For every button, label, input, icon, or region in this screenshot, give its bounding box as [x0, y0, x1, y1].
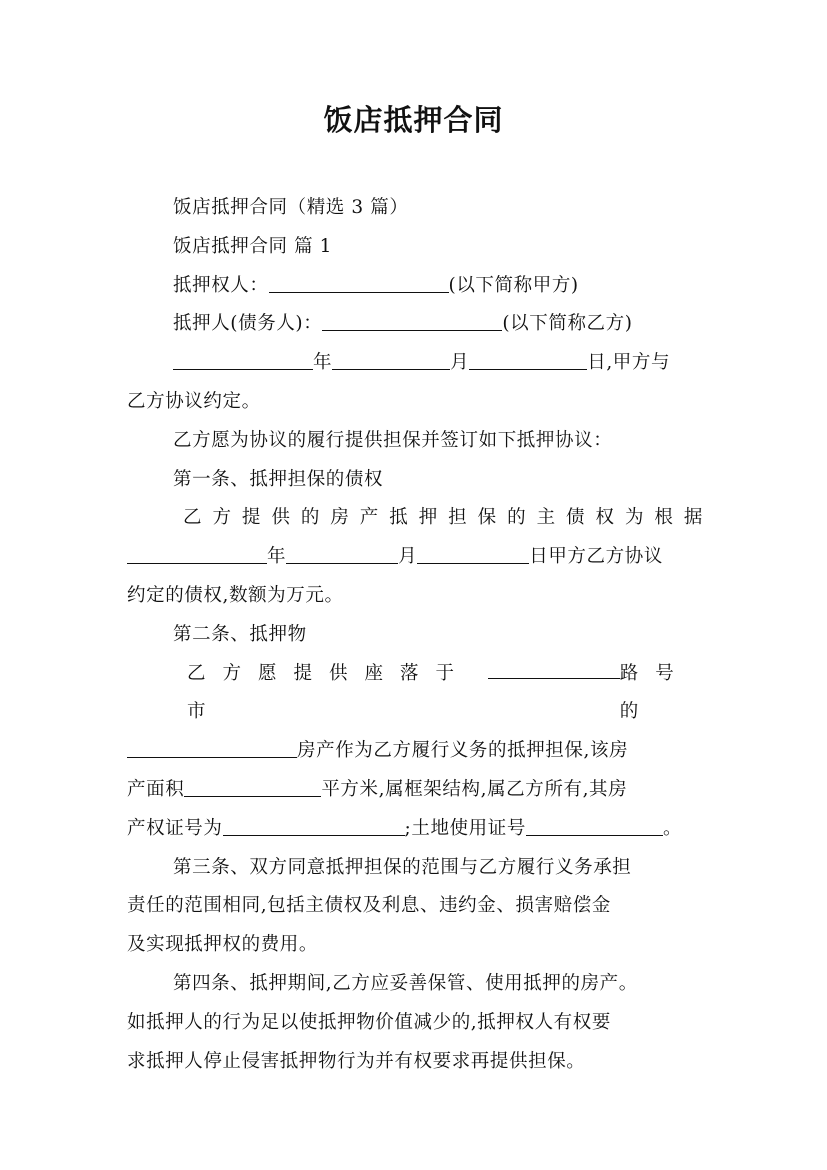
- document-body: [127, 189, 703, 1081]
- text-line: 约定的债权,数额为万元。: [127, 584, 344, 606]
- blank-field: [269, 273, 449, 293]
- paragraph-article-1-line1: [127, 499, 703, 538]
- paragraph-article-4: [127, 965, 703, 1081]
- text-line: 月: [398, 546, 418, 568]
- blank-field: [332, 351, 450, 371]
- paragraph-intro: [127, 422, 703, 461]
- text-line: 如抵押人的行为足以使抵押物价值减少的,抵押权人有权要: [127, 1011, 611, 1033]
- paragraph-article-2-line1: [127, 655, 703, 733]
- text-line: 抵押权人：: [173, 274, 269, 296]
- blank-field: [127, 545, 267, 565]
- paragraph-subtitle: [127, 189, 703, 228]
- text-line: 月: [450, 352, 470, 374]
- paragraph-article-2-heading: [127, 616, 703, 655]
- text-line: 乙方愿为协议的履行提供担保并签订如下抵押协议：: [173, 429, 613, 451]
- text-line: (以下简称甲方): [448, 274, 579, 296]
- text-line: ;土地使用证号: [404, 817, 526, 839]
- blank-field: [286, 545, 398, 565]
- text-line: 乙方协议约定。: [127, 390, 261, 412]
- paragraph-article-1-line3: [127, 577, 703, 616]
- text-line: 乙方提供的房产抵押担保的主债权为根据: [183, 507, 703, 529]
- text-line: 路号的: [619, 662, 691, 723]
- text-line: 饭店抵押合同（精选 3 篇）: [173, 197, 409, 218]
- text-line: 年: [313, 352, 333, 374]
- text-line: 日甲方乙方协议: [529, 546, 663, 568]
- text-line: 乙方愿提供座落于市: [187, 662, 472, 723]
- text-line: 平方米,属框架结构,属乙方所有,其房: [321, 778, 628, 800]
- paragraph-article-3: [127, 849, 703, 965]
- blank-field: [417, 545, 529, 565]
- paragraph-article-2-line2: [127, 732, 703, 771]
- text-line: 年: [267, 546, 287, 568]
- text-line: 责任的范围相同,包括主债权及利息、违约金、损害赔偿金: [127, 895, 611, 917]
- paragraph-article-1-line2: [127, 538, 703, 577]
- paragraph-mortgagor: [127, 305, 703, 344]
- text-line: 第四条、抵押期间,乙方应妥善保管、使用抵押的房产。: [173, 972, 638, 994]
- text-line: 抵押人(债务人)：: [173, 313, 323, 335]
- text-line: 第二条、抵押物: [173, 623, 307, 645]
- blank-field: [526, 816, 663, 836]
- text-line: 求抵押人停止侵害抵押物行为并有权要求再提供担保。: [127, 1050, 586, 1072]
- text-line: (以下简称乙方): [502, 313, 633, 335]
- text-line: 。: [662, 817, 683, 839]
- blank-field: [322, 312, 502, 332]
- text-line: 房产作为乙方履行义务的抵押担保,该房: [297, 740, 629, 762]
- text-line: 第一条、抵押担保的债权: [173, 468, 384, 490]
- paragraph-article-1-heading: [127, 461, 703, 500]
- document-title: 饭店抵押合同: [323, 103, 504, 137]
- paragraph-mortgagee: [127, 267, 703, 306]
- paragraph-article-2-line3: [127, 771, 703, 810]
- paragraph-article-2-line4: [127, 810, 703, 849]
- text-line: 饭店抵押合同 篇 1: [173, 235, 333, 257]
- blank-field: [223, 816, 405, 836]
- blank-field: [488, 659, 620, 679]
- blank-field: [127, 739, 297, 759]
- text-line: 及实现抵押权的费用。: [127, 934, 319, 956]
- paragraph-section-title: [127, 228, 703, 267]
- blank-field: [184, 777, 321, 797]
- text-line: 产权证号为: [127, 817, 223, 839]
- blank-field: [173, 351, 313, 371]
- text-line: 产面积: [127, 778, 185, 800]
- text-line: 第三条、双方同意抵押担保的范围与乙方履行义务承担: [173, 856, 632, 878]
- paragraph-date-agreement: [127, 344, 703, 422]
- blank-field: [469, 351, 587, 371]
- text-line: 日,甲方与: [587, 352, 671, 374]
